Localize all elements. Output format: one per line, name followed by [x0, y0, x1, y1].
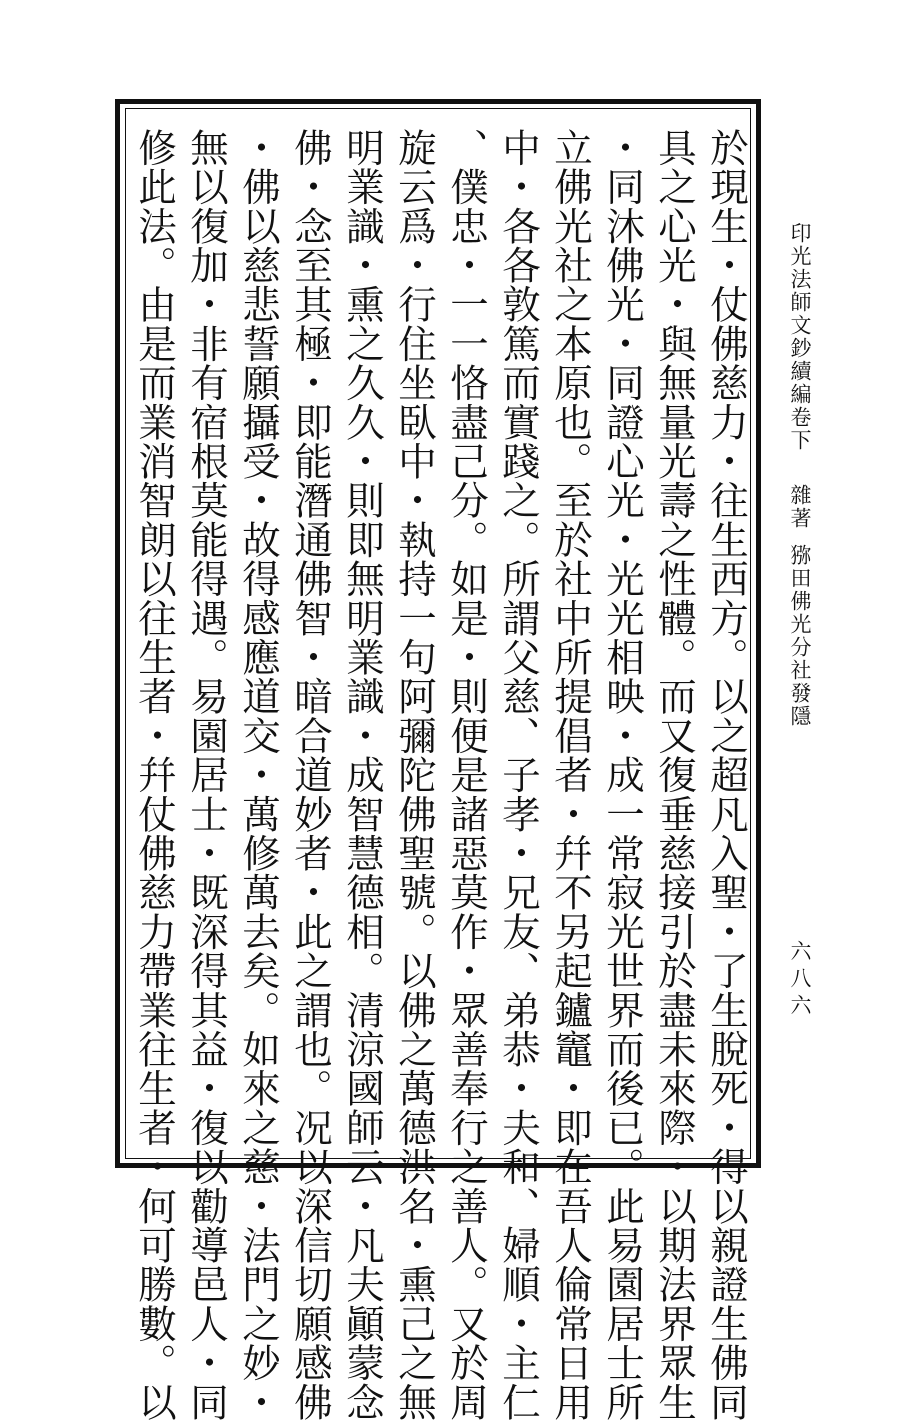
- text-column-12: 修此法。由是而業消智朗以往生者・幷仗佛慈力帶業往生者・何可勝數。以: [132, 128, 177, 1422]
- text-column-10: ・佛以慈悲誓願攝受・故得感應道交・萬修萬去矣。如來之慈・法門之妙・: [236, 128, 281, 1422]
- running-header-article-title: 猕田佛光分社發隱: [788, 544, 812, 728]
- running-header-book-title: 印光法師文鈔續編卷下: [788, 222, 812, 452]
- text-column-9: 佛・念至其極・即能潛通佛智・暗合道妙者・此之謂也。况以深信切願感佛: [288, 128, 333, 1422]
- text-column-8: 明業識・熏之久久・則即無明業識・成智慧德相。清涼國師云・凡夫顚蒙念: [340, 128, 385, 1422]
- text-column-1: 於現生・仗佛慈力・往生西方。以之超凡入聖・了生脫死・得以親證生佛同: [704, 128, 749, 1422]
- text-column-7: 旋云爲・行住坐臥中・執持一句阿彌陀佛聖號。以佛之萬德洪名・熏己之無: [392, 128, 437, 1422]
- text-column-11: 無以復加・非有宿根莫能得遇。易園居士・既深得其益・復以勸導邑人・同: [184, 128, 229, 1422]
- running-header-category: 雜著: [788, 484, 812, 530]
- page-number: 六八六: [788, 940, 812, 1021]
- text-column-5: 中・各各敦篤而實踐之。所謂父慈、子孝・兄友、弟恭・夫和、婦順・主仁: [496, 128, 541, 1422]
- text-column-2: 具之心光・與無量光壽之性體。而又復垂慈接引於盡未來際・以期法界眾生: [652, 128, 697, 1422]
- text-column-6: 、僕忠・一一恪盡己分。如是・則便是諸惡莫作・眾善奉行之善人。又於周: [444, 128, 489, 1422]
- text-column-3: ・同沐佛光・同證心光・光光相映・成一常寂光世界而後已。此易園居士所: [600, 128, 645, 1422]
- text-column-4: 立佛光社之本原也。至於社中所提倡者・幷不另起鑪竈・即在吾人倫常日用: [548, 128, 593, 1422]
